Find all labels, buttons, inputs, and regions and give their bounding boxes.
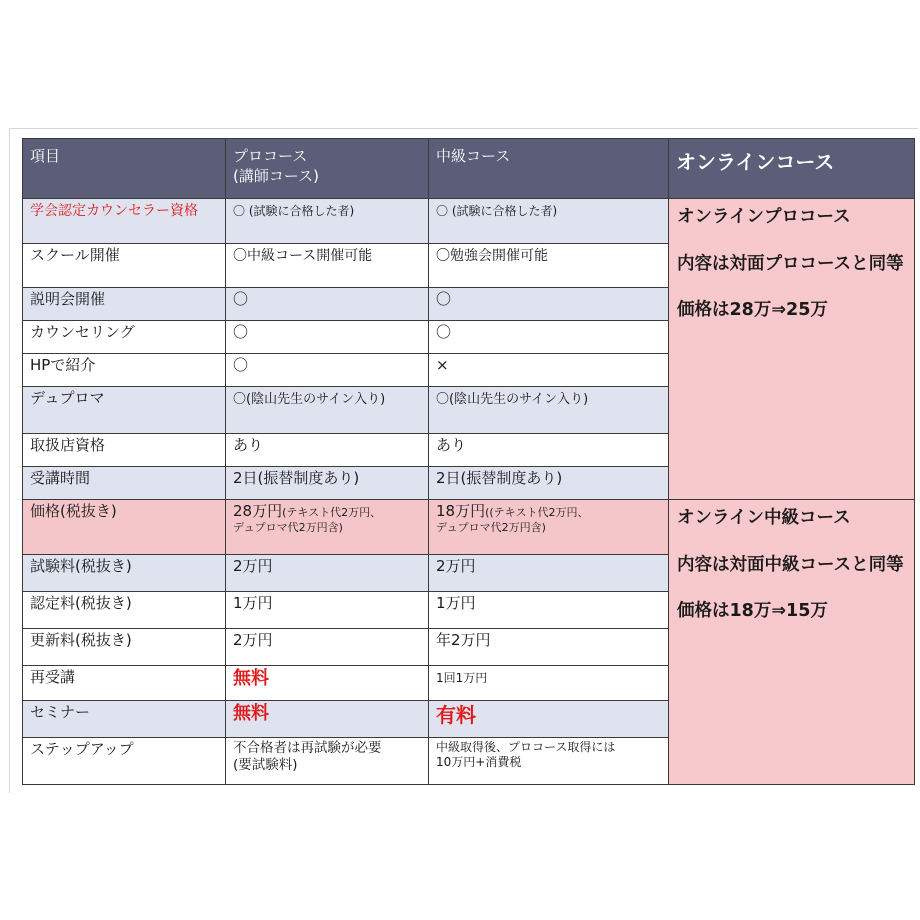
header-online-course: オンラインコース <box>669 139 915 199</box>
online-pro-title: オンラインプロコース <box>677 207 851 227</box>
online-pro-course-cell <box>669 199 915 500</box>
course-comparison-table <box>22 138 915 785</box>
cell-pro-stepup: 不合格者は再試験が必要 (要試験料) <box>226 738 429 785</box>
row-label-counseling: カウンセリング <box>23 321 226 354</box>
row-label-diploma: デュプロマ <box>23 387 226 434</box>
cell-mid-stepup: 中級取得後、プロコース取得には 10万円+消費税 <box>429 738 669 785</box>
row-label-renewal-fee: 更新料(税抜き) <box>23 629 226 666</box>
cell-pro-school: 〇中級コース開催可能 <box>226 244 429 288</box>
online-mid-desc: 内容は対面中級コースと同等 <box>677 554 904 575</box>
cell-mid-counseling: 〇 <box>429 321 669 354</box>
cell-pro-hours: 2日(振替制度あり) <box>226 467 429 500</box>
cell-pro-certification: 〇 (試験に合格した者) <box>226 199 429 244</box>
online-pro-price: 価格は28万⇒25万 <box>677 300 828 320</box>
cell-mid-dealer: あり <box>429 434 669 467</box>
cell-pro-retake: 無料 <box>226 666 429 701</box>
cell-pro-dealer: あり <box>226 434 429 467</box>
cell-pro-renewal-fee: 2万円 <box>226 629 429 666</box>
row-label-price: 価格(税抜き) <box>23 500 226 555</box>
cell-mid-seminar: 有料 <box>429 701 669 738</box>
cell-mid-renewal-fee: 年2万円 <box>429 629 669 666</box>
header-item: 項目 <box>23 139 226 199</box>
row-label-hp: HPで紹介 <box>23 354 226 387</box>
cell-mid-certification: 〇 (試験に合格した者) <box>429 199 669 244</box>
row-label-briefing: 説明会開催 <box>23 288 226 321</box>
cell-mid-price: 18万円((テキスト代2万円、 デュプロマ代2万円含) <box>429 500 669 555</box>
cell-mid-retake: 1回1万円 <box>429 666 669 701</box>
row-label-stepup: ステップアップ <box>23 738 226 785</box>
cell-pro-exam-fee: 2万円 <box>226 555 429 592</box>
cell-pro-seminar: 無料 <box>226 701 429 738</box>
row-label-cert-fee: 認定料(税抜き) <box>23 592 226 629</box>
row-label-seminar: セミナー <box>23 701 226 738</box>
row-label-retake: 再受講 <box>23 666 226 701</box>
cell-pro-diploma: 〇(陰山先生のサイン入り) <box>226 387 429 434</box>
online-pro-desc: 内容は対面プロコースと同等 <box>677 253 904 274</box>
cell-mid-briefing: 〇 <box>429 288 669 321</box>
online-mid-title: オンライン中級コース <box>677 508 851 528</box>
row-label-certification: 学会認定カウンセラー資格 <box>23 199 226 244</box>
cell-mid-cert-fee: 1万円 <box>429 592 669 629</box>
cell-mid-hours: 2日(振替制度あり) <box>429 467 669 500</box>
cell-pro-counseling: 〇 <box>226 321 429 354</box>
row-label-exam-fee: 試験料(税抜き) <box>23 555 226 592</box>
cell-mid-hp: × <box>429 354 669 387</box>
cell-mid-school: 〇勉強会開催可能 <box>429 244 669 288</box>
cell-mid-exam-fee: 2万円 <box>429 555 669 592</box>
cell-pro-hp: 〇 <box>226 354 429 387</box>
row-label-school: スクール開催 <box>23 244 226 288</box>
online-mid-course-cell <box>669 500 915 785</box>
online-mid-price: 価格は18万⇒15万 <box>677 601 828 621</box>
cell-pro-briefing: 〇 <box>226 288 429 321</box>
cell-mid-diploma: 〇(陰山先生のサイン入り) <box>429 387 669 434</box>
cell-pro-price: 28万円(テキスト代2万円、 デュプロマ代2万円含) <box>226 500 429 555</box>
row-label-hours: 受講時間 <box>23 467 226 500</box>
header-mid-course: 中級コース <box>429 139 669 199</box>
cell-pro-cert-fee: 1万円 <box>226 592 429 629</box>
header-pro-course: プロコース (講師コース) <box>226 139 429 199</box>
row-label-dealer: 取扱店資格 <box>23 434 226 467</box>
